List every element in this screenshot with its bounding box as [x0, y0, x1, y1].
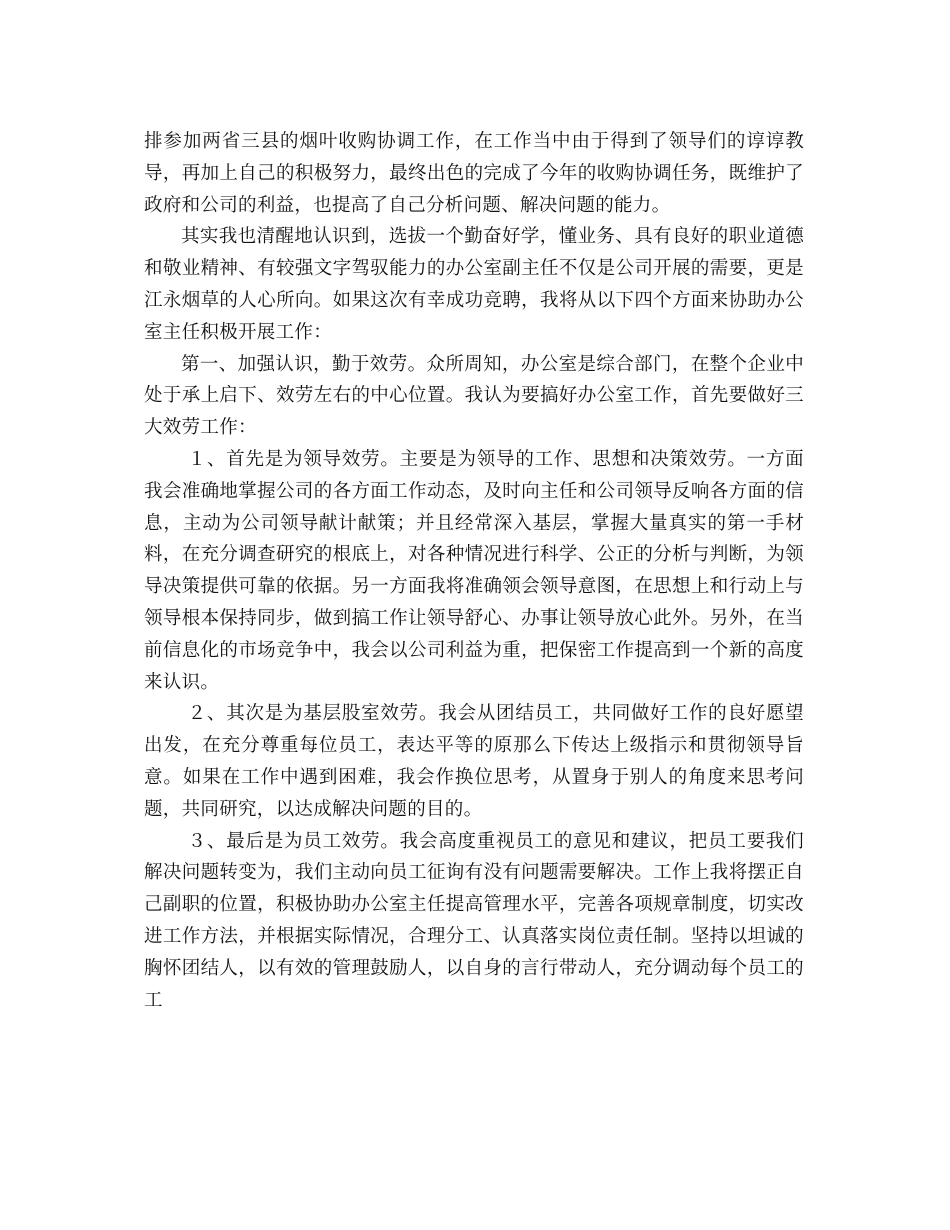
paragraph-continuation: 排参加两省三县的烟叶收购协调工作，在工作当中由于得到了领导们的谆谆教导，再加上自己的积极努力，最终出色的完成了今年的收购协调任务，既维护了政府和公司的利益，也提高了自己分析问题、解决问题的能力。 — [144, 131, 804, 216]
paragraph-serve-staff: ３、最后是为员工效劳。我会高度重视员工的意见和建议，把员工要我们解决问题转变为，我们主动向员工征询有没有问题需要解决。工作上我将摆正自己副职的位置，积极协助办公室主任提高管理水平，完善各项规章制度，切实改进工作方法，并根据实际情况，合理分工、认真落实岗位责任制。坚持以坦诚的胸怀团结人，以有效的管理鼓励人，以自身的言行带动人，充分调动每个员工的工 — [144, 830, 804, 1011]
paragraph-point-one: 第一、加强认识，勤于效劳。众所周知，办公室是综合部门，在整个企业中处于承上启下、效劳左右的中心位置。我认为要搞好办公室工作，首先要做好三大效劳工作： — [144, 353, 804, 439]
paragraph-serve-leaders: １、首先是为领导效劳。主要是为领导的工作、思想和决策效劳。一方面我会准确地掌握公司的各方面工作动态，及时向主任和公司领导反响各方面的信息，主动为公司领导献计献策；并且经常深入基层，掌握大量真实的第一手材料，在充分调查研究的根底上，对各种情况进行科学、公正的分析与判断，为领导决策提供可靠的依据。另一方面我将准确领会领导意图，在思想上和行动上与领导根本保持同步，做到搞工作让领导舒心、办事让领导放心此外。另外，在当前信息化的市场竞争中，我会以公司利益为重，把保密工作提高到一个新的高度来认识。 — [144, 448, 804, 693]
document-body — [144, 126, 804, 1016]
paragraph-self-awareness: 其实我也清醒地认识到，选拔一个勤奋好学，懂业务、具有良好的职业道德和敬业精神、有较强文字驾驭能力的办公室副主任不仅是公司开展的需要，更是江永烟草的人心所向。如果这次有幸成功竞聘，我将从以下四个方面来协助办公室主任积极开展工作： — [144, 226, 804, 343]
paragraph-serve-departments: ２、其次是为基层股室效劳。我会从团结员工，共同做好工作的良好愿望出发，在充分尊重每位员工，表达平等的原那么下传达上级指示和贯彻领导旨意。如果在工作中遇到困难，我会作换位思考，从置身于别人的角度来思考问题，共同研究，以达成解决问题的目的。 — [144, 703, 804, 820]
